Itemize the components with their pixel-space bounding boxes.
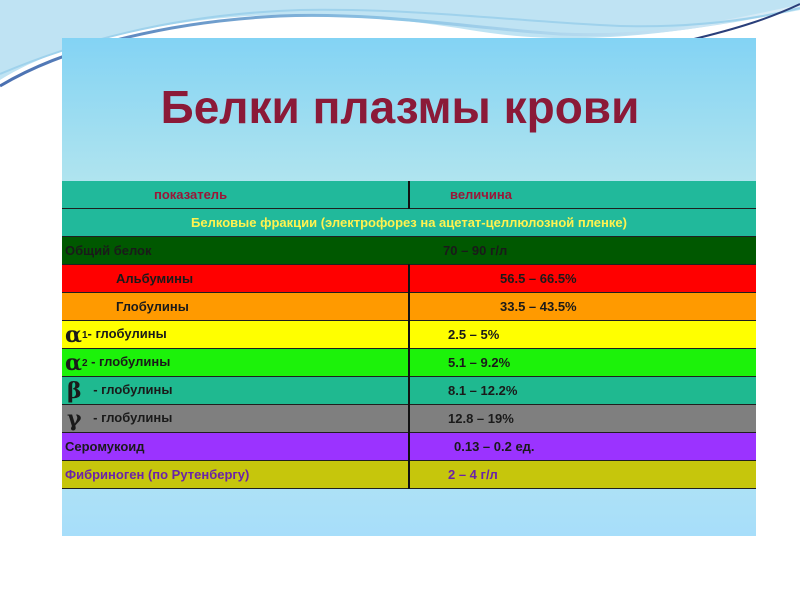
- beta-label: - глобулины: [93, 381, 173, 397]
- beta-label-cell: [62, 377, 409, 405]
- total-protein-label: Общий белок: [62, 237, 409, 265]
- alpha2-subscript: 2: [81, 357, 88, 369]
- alpha-symbol: α: [65, 321, 82, 348]
- plasma-proteins-table: [62, 181, 756, 489]
- alpha2-label-cell: [62, 349, 409, 377]
- gamma-label: - глобулины: [93, 409, 173, 425]
- header-indicator: показатель: [62, 181, 409, 209]
- fractions-title: Белковые фракции (электрофорез на ацетат-целлюлозной пленке): [62, 209, 756, 237]
- albumin-label: Альбумины: [62, 265, 409, 293]
- gamma-value: 12.8 – 19%: [409, 405, 756, 433]
- seromucoid-value: 0.13 – 0.2 ед.: [409, 433, 756, 461]
- albumin-value: 56.5 – 66.5%: [409, 265, 756, 293]
- table-header-row: [62, 181, 756, 209]
- alpha1-label-cell: [62, 321, 409, 349]
- alpha1-subscript: 1: [81, 329, 88, 341]
- seromucoid-label: Серомукоид: [62, 433, 409, 461]
- gamma-symbol: γ: [67, 405, 82, 432]
- table-row-fibrinogen: [62, 461, 756, 489]
- alpha-symbol: α: [65, 349, 82, 376]
- fractions-title-row: [62, 209, 756, 237]
- beta-value: 8.1 – 12.2%: [409, 377, 756, 405]
- table-row-alpha1: [62, 321, 756, 349]
- total-protein-row: [62, 237, 756, 265]
- table-row-alpha2: [62, 349, 756, 377]
- table-row-globulin: [62, 293, 756, 321]
- table-row-albumin: [62, 265, 756, 293]
- alpha2-value: 5.1 – 9.2%: [409, 349, 756, 377]
- header-value: величина: [409, 181, 756, 209]
- alpha2-label: - глобулины: [87, 353, 171, 369]
- alpha1-value: 2.5 – 5%: [409, 321, 756, 349]
- table-row-gamma: [62, 405, 756, 433]
- globulin-label: Глобулины: [62, 293, 409, 321]
- fibrinogen-value: 2 – 4 г/л: [409, 461, 756, 489]
- alpha1-label: - глобулины: [87, 325, 167, 341]
- table-row-beta: [62, 377, 756, 405]
- total-protein-value: 70 – 90 г/л: [409, 237, 756, 265]
- globulin-value: 33.5 – 43.5%: [409, 293, 756, 321]
- gamma-label-cell: [62, 405, 409, 433]
- beta-symbol: β: [67, 377, 82, 404]
- table-row-seromucoid: [62, 433, 756, 461]
- slide-title: Белки плазмы крови: [160, 81, 640, 133]
- fibrinogen-label: Фибриноген (по Рутенбергу): [62, 461, 409, 489]
